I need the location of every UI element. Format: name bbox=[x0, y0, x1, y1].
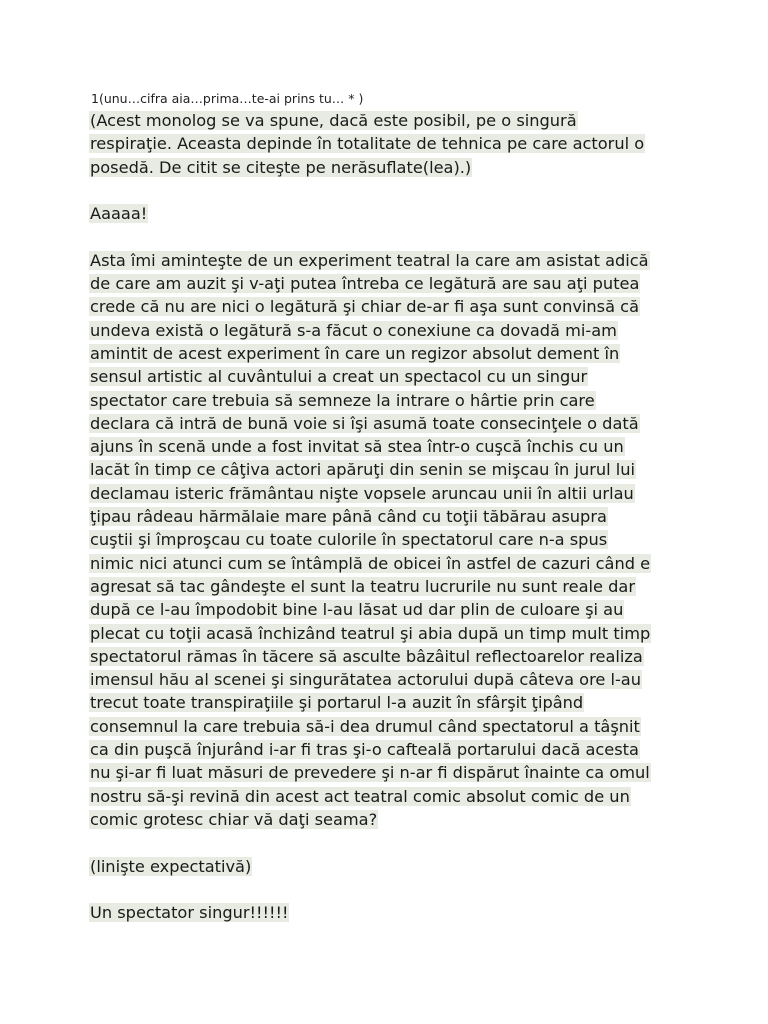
monologue-line bbox=[89, 668, 739, 691]
monologue-line-text: ţipau râdeau hărmălaie mare până când cu toţii tăbărau asupra bbox=[90, 507, 607, 527]
stage-direction-line bbox=[89, 855, 739, 878]
monologue-line-text: după ce l-au împodobit bine l-au lăsat ud dar plin de culoare şi au bbox=[90, 600, 624, 620]
paragraph-gap bbox=[89, 878, 739, 901]
monologue-line bbox=[89, 505, 739, 528]
monologue-line bbox=[89, 365, 739, 388]
monologue-line bbox=[89, 389, 739, 412]
monologue-paragraph bbox=[89, 249, 739, 831]
closing-text: Un spectator singur!!!!!! bbox=[90, 903, 289, 923]
monologue-line-text: agresat să tac gândeşte el sunt la teatru lucrurile nu sunt reale dar bbox=[90, 576, 635, 596]
monologue-line bbox=[89, 761, 739, 784]
intro-line bbox=[89, 156, 739, 179]
monologue-line bbox=[89, 645, 739, 668]
monologue-line-text: undeva există o legătură s-a făcut o conexiune ca dovadă mi-am bbox=[90, 320, 617, 340]
monologue-line-text: nimic nici atunci cum se întâmplă de obicei în astfel de cazuri când e bbox=[90, 553, 651, 573]
monologue-line bbox=[89, 622, 739, 645]
monologue-line-text: spectatorul rămas în tăcere să asculte bâzâitul reflectoarelor realiza bbox=[90, 646, 643, 666]
monologue-line-text: de care am auzit şi v-aţi putea întreba ce legătură are sau aţi putea bbox=[90, 274, 640, 294]
intro-line-text: (Acest monolog se va spune, dacă este posibil, pe o singură bbox=[90, 111, 577, 130]
monologue-line bbox=[89, 458, 739, 481]
stage-direction-paragraph bbox=[89, 855, 739, 878]
monologue-line-text: Asta îmi aminteşte de un experiment teatral la care am asistat adică bbox=[90, 250, 649, 270]
paragraph-gap bbox=[89, 179, 739, 202]
intro-line bbox=[89, 132, 739, 155]
monologue-line bbox=[89, 691, 739, 714]
monologue-line-text: sensul artistic al cuvântului a creat un spectacol cu un singur bbox=[90, 367, 588, 387]
monologue-line-text: declamau isteric frământau nişte vopsele aruncau unii în altii urlau bbox=[90, 483, 634, 503]
monologue-line bbox=[89, 412, 739, 435]
intro-line-text: respiraţie. Aceasta depinde în totalitate de tehnica pe care actorul o bbox=[90, 134, 645, 154]
monologue-line bbox=[89, 598, 739, 621]
monologue-line-text: amintit de acest experiment în care un regizor absolut dement în bbox=[90, 343, 620, 363]
monologue-line bbox=[89, 785, 739, 808]
exclamation-paragraph bbox=[89, 202, 739, 225]
monologue-line-text: lacăt în timp ce câţiva actori apăruţi din senin se mişcau în jurul lui bbox=[90, 460, 636, 480]
monologue-line bbox=[89, 552, 739, 575]
closing-paragraph bbox=[89, 901, 739, 924]
monologue-line bbox=[89, 715, 739, 738]
monologue-line-text: nostru să-şi revină din acest act teatral comic absolut comic de un bbox=[90, 786, 630, 806]
monologue-line bbox=[89, 808, 739, 831]
intro-paragraph bbox=[89, 109, 739, 179]
monologue-line-text: ajuns în scenă unde a fost invitat să stea într-o cuşcă închis cu un bbox=[90, 437, 624, 457]
monologue-line-text: declara că intră de bună voie si îşi asumă toate consecinţele o dată bbox=[90, 413, 639, 433]
monologue-line bbox=[89, 342, 739, 365]
monologue-line-text: imensul hău al scenei şi singurătatea actorului după câteva ore l-au bbox=[90, 670, 641, 690]
monologue-line bbox=[89, 738, 739, 761]
monologue-line-text: spectator care trebuia să semneze la intrare o hârtie prin care bbox=[90, 390, 595, 410]
closing-line bbox=[89, 901, 739, 924]
exclamation-line bbox=[89, 202, 739, 225]
exclamation-text: Aaaaa! bbox=[90, 204, 148, 224]
document-body bbox=[89, 109, 739, 924]
monologue-line bbox=[89, 528, 739, 551]
monologue-line bbox=[89, 575, 739, 598]
monologue-line-text: nu şi-ar fi luat măsuri de prevedere şi n-ar fi dispărut înainte ca omul bbox=[90, 763, 650, 783]
monologue-line-text: plecat cu toţii acasă închizând teatrul şi abia după un timp mult timp bbox=[90, 623, 651, 643]
monologue-line-text: crede că nu are nici o legătură şi chiar de-ar fi aşa sunt convinsă că bbox=[90, 297, 639, 317]
monologue-line-text: consemnul la care trebuia să-i dea drumul când spectatorul a tâşnit bbox=[90, 716, 640, 736]
monologue-line-text: ca din puşcă înjurând i-ar fi tras şi-o cafteală portarului dacă acesta bbox=[90, 740, 639, 760]
monologue-line bbox=[89, 435, 739, 458]
stage-direction-text: (linişte expectativă) bbox=[90, 856, 252, 876]
paragraph-gap bbox=[89, 831, 739, 854]
monologue-line bbox=[89, 249, 739, 272]
monologue-line-text: trecut toate transpiraţiile şi portarul l-a auzit în sfârşit ţipând bbox=[90, 693, 584, 713]
header-note: 1(unu…cifra aia…prima…te-ai prins tu… * ) bbox=[91, 91, 364, 106]
paragraph-gap bbox=[89, 225, 739, 248]
monologue-line bbox=[89, 319, 739, 342]
intro-line-text: posedă. De citit se citeşte pe nerăsuflate(lea).) bbox=[90, 157, 472, 177]
monologue-line bbox=[89, 272, 739, 295]
monologue-line-text: comic grotesc chiar vă daţi seama? bbox=[90, 809, 378, 829]
intro-line bbox=[89, 109, 739, 132]
monologue-line bbox=[89, 482, 739, 505]
monologue-line-text: cuştii şi împroşcau cu toate culorile în spectatorul care n-a spus bbox=[90, 530, 608, 550]
monologue-line bbox=[89, 295, 739, 318]
